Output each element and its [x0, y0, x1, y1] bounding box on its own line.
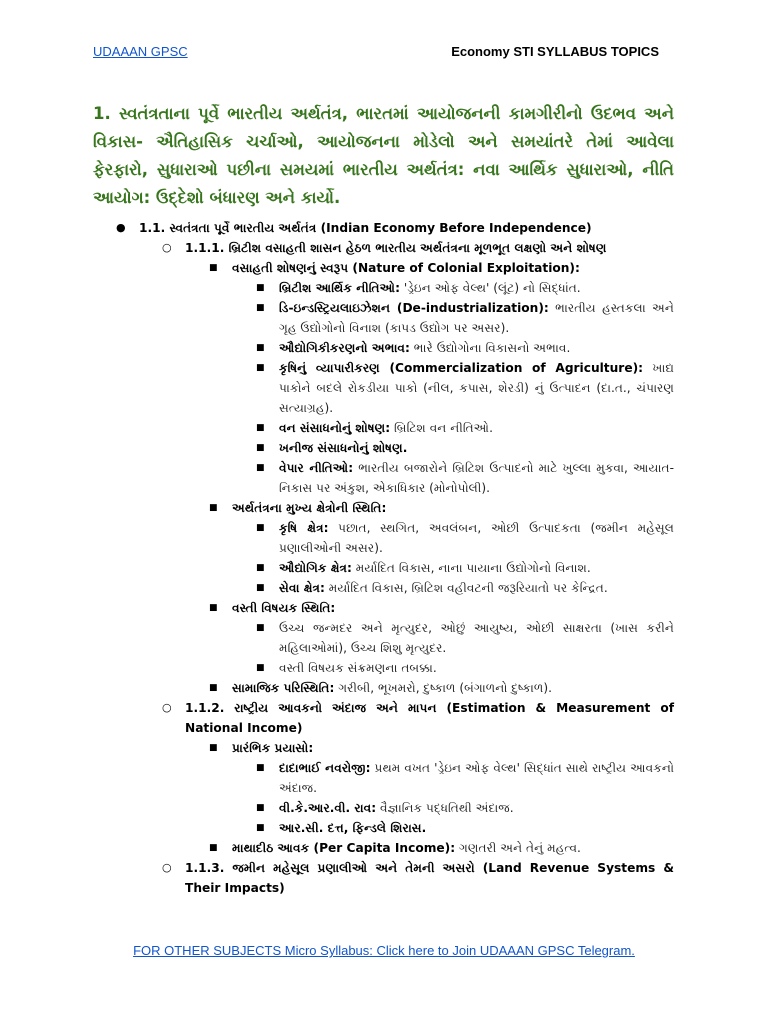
- outline-item-detail: મર્યાદિત વિકાસ, નાના પાયાના ઉદ્યોગોનો વિનાશ.: [351, 561, 591, 575]
- outline-item-heading: 1.1.3. જમીન મહેસૂલ પ્રણાલીઓ અને તેમની અસરો (Land Revenue Systems & Their Impacts): [185, 861, 674, 895]
- bullet-marker: ■: [209, 263, 218, 273]
- outline-item-detail: પછાત, સ્થગિત, અવલંબન, ઓછી ઉત્પાદકતા (જમીન મહેસૂલ પ્રણાલીઓની અસર).: [279, 521, 674, 555]
- outline-item-heading: વસાહતી શોષણનું સ્વરૂપ (Nature of Colonial Exploitation):: [232, 261, 580, 275]
- outline-item-text: [279, 818, 674, 838]
- telegram-join-link[interactable]: FOR OTHER SUBJECTS Micro Syllabus: Click here to Join UDAAAN GPSC Telegram.: [133, 943, 635, 958]
- outline-item-detail: બ્રિટિશ વન નીતિઓ.: [390, 421, 494, 435]
- outline-item-heading: કૃષિ ક્ષેત્ર:: [279, 521, 329, 535]
- bullet-marker: ■: [209, 743, 218, 753]
- outline-item-level-4: [0, 338, 768, 358]
- outline-item-level-4: [0, 818, 768, 838]
- outline-item-level-4: [0, 558, 768, 578]
- outline-item-heading: વેપાર નીતિઓ:: [279, 461, 354, 475]
- bullet-marker: ○: [162, 861, 172, 874]
- outline-item-heading: દાદાભાઈ નવરોજી:: [279, 761, 371, 775]
- bullet-marker: ■: [256, 803, 265, 813]
- outline-item-heading: ખનીજ સંસાધનોનું શોષણ.: [279, 441, 408, 455]
- outline-item-text: [279, 358, 674, 418]
- outline-item-text: [232, 258, 674, 278]
- outline-item-level-4: [0, 658, 768, 678]
- outline-item-text: [279, 438, 674, 458]
- outline-item-text: [279, 618, 674, 658]
- outline-item-heading: અર્થતંત્રના મુખ્ય ક્ષેત્રોની સ્થિતિ:: [232, 501, 387, 515]
- outline-item-text: [232, 838, 674, 858]
- bullet-marker: ■: [256, 303, 265, 313]
- outline-item-detail: ગણતરી અને તેનું મહત્વ.: [455, 841, 581, 855]
- outline-item-heading: 1.1.2. રાષ્ટ્રીય આવકનો અંદાજ અને માપન (Estimation & Measurement of National Income): [185, 701, 674, 735]
- bullet-marker: ■: [209, 503, 218, 513]
- bullet-marker: ●: [116, 221, 126, 234]
- outline-item-text: [279, 458, 674, 498]
- outline-item-heading: વન સંસાધનોનું શોષણ:: [279, 421, 391, 435]
- brand-link[interactable]: UDAAAN GPSC: [93, 44, 188, 59]
- outline-item-level-4: [0, 758, 768, 798]
- outline-item-detail: 'ડ્રેઇન ઓફ વેલ્થ' (લૂંટ) નો સિદ્ધાંત.: [400, 281, 581, 295]
- outline-item-detail: ભારતીય હસ્તકલા અને ગૃહ ઉદ્યોગોનો વિનાશ (કાપડ ઉદ્યોગ પર અસર).: [279, 301, 674, 335]
- outline-item-heading: 1.1.1. બ્રિટીશ વસાહતી શાસન હેઠળ ભારતીય અર્થતંત્રના મૂળભૂત લક્ષણો અને શોષણ: [185, 241, 607, 255]
- outline-item-detail: વૈજ્ઞાનિક પદ્ધતિથી અંદાજ.: [376, 801, 514, 815]
- outline-item-level-2: [0, 698, 768, 738]
- outline-item-detail: મર્યાદિત વિકાસ, બ્રિટિશ વહીવટની જરૂરિયાતો પર કેન્દ્રિત.: [324, 581, 608, 595]
- outline-item-heading: ઔદ્યોગિક ક્ષેત્ર:: [279, 561, 352, 575]
- outline-item-level-4: [0, 358, 768, 418]
- bullet-marker: ■: [256, 363, 265, 373]
- bullet-marker: ■: [209, 603, 218, 613]
- outline-item-detail: ગરીબી, ભૂખમરો, દુષ્કાળ (બંગાળનો દુષ્કાળ).: [334, 681, 552, 695]
- bullet-marker: ○: [162, 701, 172, 714]
- document-topic: Economy STI SYLLABUS TOPICS: [451, 44, 659, 59]
- outline-item-text: [279, 518, 674, 558]
- outline-item-level-4: [0, 298, 768, 338]
- outline-item-heading: આર.સી. દત્ત, ફિન્ડલે શિરાસ.: [279, 821, 427, 835]
- page-header: [93, 44, 659, 62]
- bullet-marker: ■: [256, 463, 265, 473]
- outline-item-level-3: [0, 838, 768, 858]
- outline-item-level-4: [0, 618, 768, 658]
- outline-item-level-4: [0, 798, 768, 818]
- outline-item-detail: પ્રથમ વખત 'ડ્રેઇન ઓફ વેલ્થ' સિદ્ધાંત સાથે રાષ્ટ્રીય આવકનો અંદાજ.: [279, 761, 674, 795]
- outline-item-level-4: [0, 458, 768, 498]
- outline-item-text: [185, 698, 674, 738]
- bullet-marker: ■: [256, 343, 265, 353]
- outline-item-heading: બ્રિટીશ આર્થિક નીતિઓ:: [279, 281, 400, 295]
- bullet-marker: ■: [256, 563, 265, 573]
- outline-item-level-3: [0, 598, 768, 618]
- outline-item-level-4: [0, 578, 768, 598]
- bullet-marker: ■: [256, 443, 265, 453]
- outline-item-heading: માથાદીઠ આવક (Per Capita Income):: [232, 841, 456, 855]
- bullet-marker: ■: [256, 523, 265, 533]
- outline-item-text: [185, 858, 674, 898]
- outline-item-level-2: [0, 238, 768, 258]
- bullet-marker: ■: [256, 823, 265, 833]
- outline-item-detail: ભારે ઉદ્યોગોના વિકાસનો અભાવ.: [409, 341, 571, 355]
- outline-item-level-3: [0, 258, 768, 278]
- outline-item-detail: વસ્તી વિષયક સંક્રમણના તબક્કા.: [279, 661, 437, 675]
- outline-item-text: [139, 218, 674, 238]
- bullet-marker: ■: [256, 623, 265, 633]
- outline-item-text: [279, 758, 674, 798]
- outline-item-text: [232, 678, 674, 698]
- outline-item-heading: ઔદ્યોગિકીકરણનો અભાવ:: [279, 341, 410, 355]
- outline-item-heading: પ્રારંભિક પ્રયાસો:: [232, 741, 314, 755]
- outline-item-text: [279, 798, 674, 818]
- outline-item-detail: ખાદ્ય પાકોને બદલે રોકડીયા પાકો (નીલ, કપાસ, શેરડી) નું ઉત્પાદન (દા.ત., ચંપારણ સત્યાગ્રહ).: [279, 361, 674, 415]
- outline-item-level-3: [0, 678, 768, 698]
- bullet-marker: ■: [256, 283, 265, 293]
- outline-item-level-1: [0, 218, 768, 238]
- outline-item-level-3: [0, 738, 768, 758]
- outline-item-heading: વી.કે.આર.વી. રાવ:: [279, 801, 377, 815]
- bullet-marker: ■: [209, 683, 218, 693]
- outline-item-text: [232, 598, 674, 618]
- outline-item-heading: 1.1. સ્વતંત્રતા પૂર્વે ભારતીય અર્થતંત્ર (Indian Economy Before Independence): [139, 221, 592, 235]
- outline-item-heading: સામાજિક પરિસ્થિતિ:: [232, 681, 335, 695]
- bullet-marker: ○: [162, 241, 172, 254]
- outline-item-text: [232, 498, 674, 518]
- outline-item-heading: વસ્તી વિષયક સ્થિતિ:: [232, 601, 336, 615]
- bullet-marker: ■: [209, 843, 218, 853]
- bullet-marker: ■: [256, 663, 265, 673]
- outline-item-text: [279, 418, 674, 438]
- outline-item-text: [232, 738, 674, 758]
- outline-item-level-2: [0, 858, 768, 898]
- outline-item-level-4: [0, 278, 768, 298]
- bullet-marker: ■: [256, 763, 265, 773]
- outline-item-level-4: [0, 418, 768, 438]
- outline-item-detail: ઉચ્ચ જન્મદર અને મૃત્યુદર, ઓછું આયુષ્ય, ઓછી સાક્ષરતા (ખાસ કરીને મહિલાઓમાં), ઉચ્ચ શિશુ મૃત્યુદર.: [279, 621, 674, 655]
- bullet-marker: ■: [256, 423, 265, 433]
- outline-item-text: [279, 278, 674, 298]
- outline-item-text: [279, 658, 674, 678]
- outline-item-level-4: [0, 518, 768, 558]
- outline-item-detail: ભારતીય બજારોને બ્રિટિશ ઉત્પાદનો માટે ખુલ્લા મુકવા, આયાત-નિકાસ પર અંકુશ, એકાધિકાર (મોનોપોલી).: [279, 461, 674, 495]
- outline-item-level-3: [0, 498, 768, 518]
- outline-item-text: [279, 558, 674, 578]
- outline-item-text: [279, 338, 674, 358]
- outline-item-text: [279, 578, 674, 598]
- outline-item-heading: સેવા ક્ષેત્ર:: [279, 581, 325, 595]
- section-heading: 1. સ્વતંત્રતાના પૂર્વે ભારતીય અર્થતંત્ર, ભારતમાં આયોજનની કામગીરીનો ઉદભવ અને વિકાસ- ઐતિહાસિક ચર્ચાઓ, આયોજનના મોડેલો અને સમયાંતરે તેમાં આવેલા ફેરફારો, સુધારાઓ પછીના સમયમાં ભારતીય અર્થતંત્ર: નવા આર્થિક સુધારાઓ, નીતિ આયોગ: ઉદ્દેશો બંધારણ અને કાર્યો.: [93, 104, 674, 207]
- outline-item-level-4: [0, 438, 768, 458]
- bullet-marker: ■: [256, 583, 265, 593]
- outline-item-text: [185, 238, 674, 258]
- syllabus-outline: [0, 218, 768, 898]
- outline-item-heading: ડિ-ઇન્ડસ્ટ્રિયલાઇઝેશન (De-industrialization):: [279, 301, 549, 315]
- outline-item-heading: કૃષિનું વ્યાપારીકરણ (Commercialization of Agriculture):: [279, 361, 644, 375]
- outline-item-text: [279, 298, 674, 338]
